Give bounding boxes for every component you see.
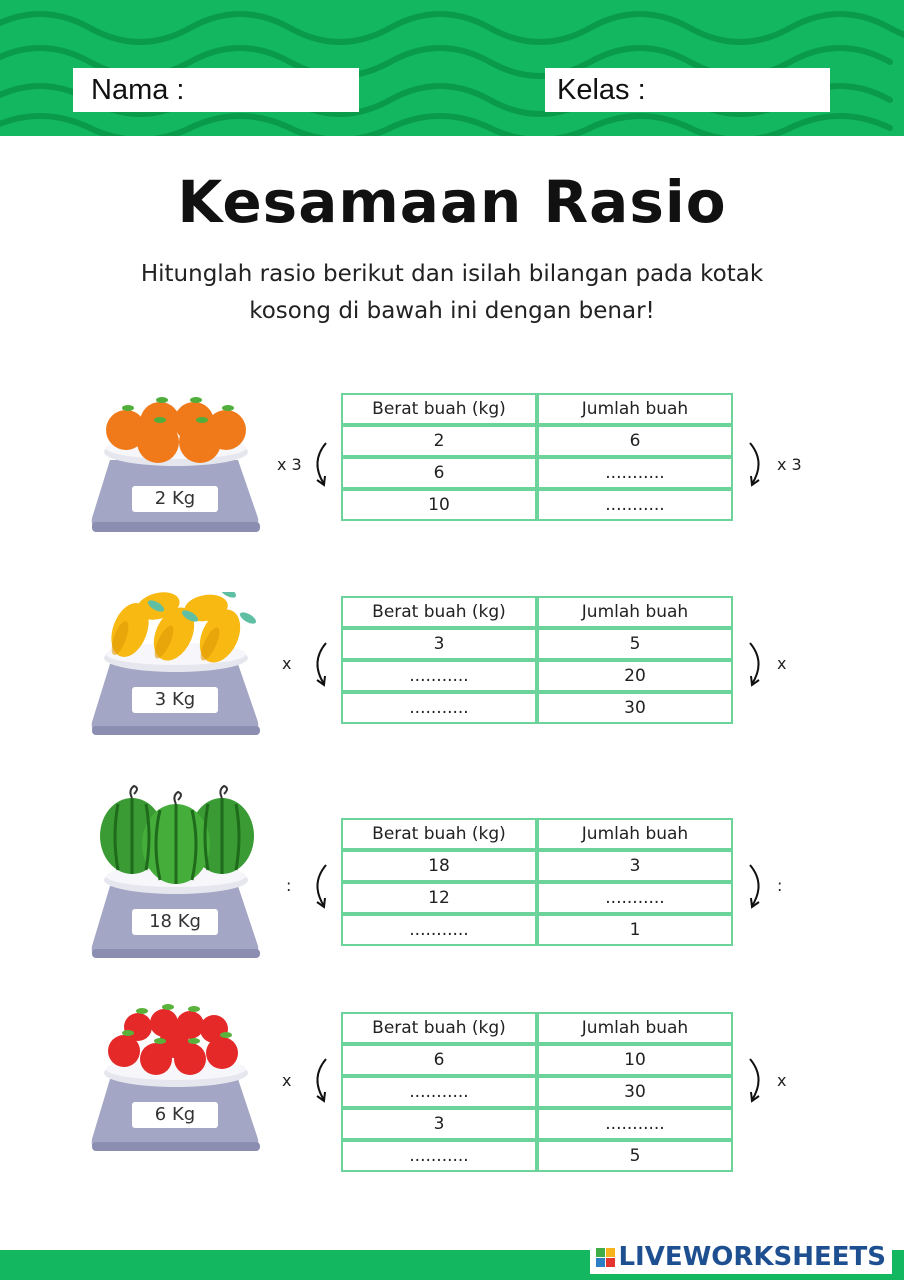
apple-scale-illustration bbox=[88, 1003, 268, 1157]
table-row bbox=[341, 692, 733, 724]
answer-blank[interactable]: ........... bbox=[341, 1076, 537, 1108]
curved-arrow-left-icon bbox=[308, 1056, 338, 1106]
left-operator-2: x bbox=[282, 654, 292, 673]
table-cell: 12 bbox=[341, 882, 537, 914]
instructions-line-2: kosong di bawah ini dengan benar! bbox=[249, 298, 655, 324]
answer-blank[interactable]: ........... bbox=[537, 489, 733, 521]
answer-blank[interactable]: ........... bbox=[341, 692, 537, 724]
table-row bbox=[341, 628, 733, 660]
table-cell: 6 bbox=[341, 457, 537, 489]
answer-blank[interactable]: ........... bbox=[341, 660, 537, 692]
ratio-table-4 bbox=[341, 1012, 733, 1172]
answer-blank[interactable]: ........... bbox=[341, 914, 537, 946]
ratio-table-1 bbox=[341, 393, 733, 521]
curved-arrow-left-icon bbox=[308, 440, 338, 490]
orange-scale-illustration bbox=[88, 390, 268, 539]
curved-arrow-left-icon bbox=[308, 640, 338, 690]
table-header-weight: Berat buah (kg) bbox=[341, 393, 537, 425]
table-row bbox=[341, 882, 733, 914]
table-header-count: Jumlah buah bbox=[537, 393, 733, 425]
mango-scale-illustration bbox=[88, 592, 268, 741]
table-row bbox=[341, 457, 733, 489]
table-header-count: Jumlah buah bbox=[537, 1012, 733, 1044]
table-row bbox=[341, 1140, 733, 1172]
right-operator-4: x bbox=[777, 1071, 787, 1090]
watermelon-scale-illustration bbox=[88, 782, 268, 964]
table-cell: 2 bbox=[341, 425, 537, 457]
curved-arrow-right-icon bbox=[740, 862, 770, 912]
right-operator-3: : bbox=[777, 876, 783, 895]
curved-arrow-right-icon bbox=[740, 1056, 770, 1106]
table-cell: 30 bbox=[537, 1076, 733, 1108]
answer-blank[interactable]: ........... bbox=[537, 457, 733, 489]
table-cell: 18 bbox=[341, 850, 537, 882]
right-operator-2: x bbox=[777, 654, 787, 673]
table-row bbox=[341, 425, 733, 457]
table-header-weight: Berat buah (kg) bbox=[341, 818, 537, 850]
watermelon-scale-label: 18 Kg bbox=[132, 909, 218, 935]
left-operator-3: : bbox=[286, 876, 292, 895]
orange-scale-label: 2 Kg bbox=[132, 486, 218, 512]
table-row bbox=[341, 660, 733, 692]
curved-arrow-left-icon bbox=[308, 862, 338, 912]
answer-blank[interactable]: ........... bbox=[341, 1140, 537, 1172]
name-field[interactable] bbox=[73, 68, 359, 112]
curved-arrow-right-icon bbox=[740, 440, 770, 490]
table-row bbox=[341, 1044, 733, 1076]
brand-name: LIVEWORKSHEETS bbox=[618, 1242, 886, 1272]
page-title: Kesamaan Rasio bbox=[177, 168, 727, 236]
table-cell: 3 bbox=[341, 628, 537, 660]
table-cell: 6 bbox=[537, 425, 733, 457]
table-cell: 10 bbox=[341, 489, 537, 521]
table-row bbox=[341, 489, 733, 521]
table-cell: 20 bbox=[537, 660, 733, 692]
instructions bbox=[100, 256, 804, 330]
mango-scale-label: 3 Kg bbox=[132, 687, 218, 713]
ratio-table-3 bbox=[341, 818, 733, 946]
apple-scale-icon bbox=[88, 1003, 268, 1153]
ratio-table-2 bbox=[341, 596, 733, 724]
left-operator-4: x bbox=[282, 1071, 292, 1090]
table-cell: 5 bbox=[537, 1140, 733, 1172]
table-header-count: Jumlah buah bbox=[537, 818, 733, 850]
table-row bbox=[341, 850, 733, 882]
header-banner bbox=[0, 0, 904, 136]
liveworksheets-icon bbox=[596, 1248, 615, 1267]
table-row bbox=[341, 1076, 733, 1108]
table-header-count: Jumlah buah bbox=[537, 596, 733, 628]
table-cell: 3 bbox=[341, 1108, 537, 1140]
class-label: Kelas : bbox=[557, 74, 646, 106]
orange-scale-icon bbox=[88, 390, 268, 535]
table-header-weight: Berat buah (kg) bbox=[341, 596, 537, 628]
mango-scale-icon bbox=[88, 592, 268, 737]
table-cell: 5 bbox=[537, 628, 733, 660]
table-cell: 30 bbox=[537, 692, 733, 724]
curved-arrow-right-icon bbox=[740, 640, 770, 690]
liveworksheets-logo bbox=[590, 1240, 892, 1274]
table-cell: 10 bbox=[537, 1044, 733, 1076]
answer-blank[interactable]: ........... bbox=[537, 1108, 733, 1140]
table-cell: 3 bbox=[537, 850, 733, 882]
answer-blank[interactable]: ........... bbox=[537, 882, 733, 914]
table-row bbox=[341, 1108, 733, 1140]
left-operator-1: x 3 bbox=[277, 455, 302, 474]
apple-scale-label: 6 Kg bbox=[132, 1102, 218, 1128]
table-cell: 6 bbox=[341, 1044, 537, 1076]
class-field[interactable] bbox=[545, 68, 830, 112]
table-header-weight: Berat buah (kg) bbox=[341, 1012, 537, 1044]
instructions-line-1: Hitunglah rasio berikut dan isilah bilangan pada kotak bbox=[140, 261, 764, 287]
table-cell: 1 bbox=[537, 914, 733, 946]
right-operator-1: x 3 bbox=[777, 455, 802, 474]
name-label: Nama : bbox=[91, 74, 185, 106]
table-row bbox=[341, 914, 733, 946]
